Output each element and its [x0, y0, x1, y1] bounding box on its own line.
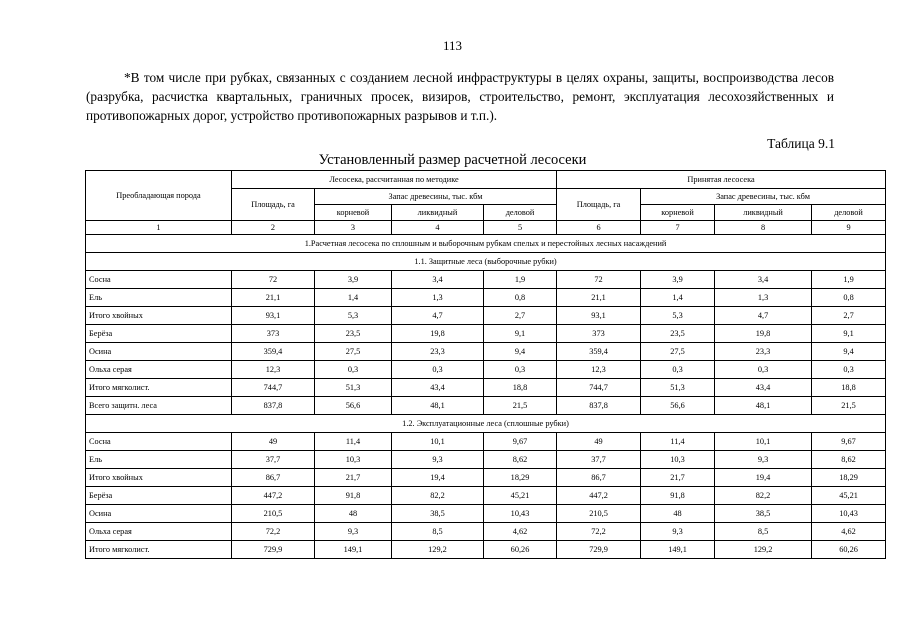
column-number: 4 [392, 221, 484, 235]
allowable-cut-table [85, 170, 886, 559]
row-value: 21,1 [557, 289, 641, 307]
header-root-accepted: корневой [641, 205, 715, 221]
row-value: 56,6 [641, 397, 715, 415]
table-row [86, 307, 886, 325]
table-row [86, 325, 886, 343]
column-number: 3 [315, 221, 392, 235]
row-species: Итого хвойных [86, 307, 232, 325]
row-species: Ольха серая [86, 523, 232, 541]
row-value: 18,8 [484, 379, 557, 397]
row-value: 359,4 [232, 343, 315, 361]
table-row [86, 505, 886, 523]
row-value: 0,8 [812, 289, 886, 307]
row-value: 447,2 [557, 487, 641, 505]
row-value: 27,5 [315, 343, 392, 361]
row-value: 18,29 [812, 469, 886, 487]
row-value: 2,7 [484, 307, 557, 325]
column-number: 8 [715, 221, 812, 235]
row-value: 5,3 [641, 307, 715, 325]
row-value: 744,7 [557, 379, 641, 397]
row-value: 38,5 [392, 505, 484, 523]
table-row [86, 469, 886, 487]
row-value: 8,5 [715, 523, 812, 541]
row-value: 21,7 [315, 469, 392, 487]
row-value: 129,2 [715, 541, 812, 559]
row-value: 27,5 [641, 343, 715, 361]
header-liquid-accepted: ликвидный [715, 205, 812, 221]
header-root: корневой [315, 205, 392, 221]
row-value: 9,3 [315, 523, 392, 541]
table-row [86, 523, 886, 541]
row-value: 0,8 [484, 289, 557, 307]
row-value: 149,1 [641, 541, 715, 559]
row-value: 45,21 [812, 487, 886, 505]
row-value: 48,1 [392, 397, 484, 415]
header-species: Преобладающая порода [86, 171, 232, 221]
row-value: 9,1 [484, 325, 557, 343]
table-title: Установленный размер расчетной лесосеки [318, 152, 587, 168]
row-species: Берёза [86, 325, 232, 343]
row-value: 1,3 [392, 289, 484, 307]
row-value: 9,67 [484, 433, 557, 451]
table-row [86, 343, 886, 361]
table-label: Таблица 9.1 [767, 136, 835, 151]
row-value: 4,7 [715, 307, 812, 325]
header-liquid: ликвидный [392, 205, 484, 221]
column-number: 1 [86, 221, 232, 235]
row-value: 0,3 [641, 361, 715, 379]
row-value: 11,4 [641, 433, 715, 451]
row-value: 10,3 [315, 451, 392, 469]
row-value: 837,8 [557, 397, 641, 415]
row-value: 373 [557, 325, 641, 343]
row-species: Итого мягколист. [86, 541, 232, 559]
row-value: 37,7 [557, 451, 641, 469]
table-row [86, 451, 886, 469]
row-value: 1,3 [715, 289, 812, 307]
row-value: 149,1 [315, 541, 392, 559]
row-value: 82,2 [392, 487, 484, 505]
header-area: Площадь, га [232, 189, 315, 221]
row-value: 56,6 [315, 397, 392, 415]
row-value: 210,5 [557, 505, 641, 523]
row-value: 4,7 [392, 307, 484, 325]
row-value: 8,62 [484, 451, 557, 469]
row-value: 10,3 [641, 451, 715, 469]
row-value: 11,4 [315, 433, 392, 451]
row-value: 10,1 [715, 433, 812, 451]
row-value: 1,9 [812, 271, 886, 289]
header-business: деловой [484, 205, 557, 221]
row-value: 72,2 [232, 523, 315, 541]
row-value: 38,5 [715, 505, 812, 523]
footnote-text: *В том числе при рубках, связанных с созданием лесной инфраструктуры в целях охраны, защиты, воспроизводства лесов (разрубка, расчистка квартальных, граничных просек, визиров, строительство, ремонт, эксплуатация лесохозяйственных и противопожарных дорог, устройство противопожарных разрывов и т.п.). [86, 70, 834, 123]
row-value: 51,3 [315, 379, 392, 397]
row-value: 21,7 [641, 469, 715, 487]
row-value: 49 [557, 433, 641, 451]
page-number: 113 [442, 38, 463, 53]
row-value: 19,4 [715, 469, 812, 487]
header-business-accepted: деловой [812, 205, 886, 221]
row-value: 72 [557, 271, 641, 289]
table-row [86, 397, 886, 415]
row-value: 72 [232, 271, 315, 289]
row-value: 1,4 [315, 289, 392, 307]
row-value: 91,8 [315, 487, 392, 505]
row-value: 37,7 [232, 451, 315, 469]
row-value: 49 [232, 433, 315, 451]
row-species: Ель [86, 451, 232, 469]
row-value: 45,21 [484, 487, 557, 505]
row-value: 9,3 [641, 523, 715, 541]
row-value: 8,5 [392, 523, 484, 541]
row-value: 60,26 [484, 541, 557, 559]
row-value: 93,1 [232, 307, 315, 325]
row-value: 0,3 [392, 361, 484, 379]
row-value: 9,3 [715, 451, 812, 469]
row-value: 447,2 [232, 487, 315, 505]
table-row [86, 271, 886, 289]
row-value: 18,29 [484, 469, 557, 487]
row-value: 9,4 [484, 343, 557, 361]
table-row [86, 289, 886, 307]
row-value: 23,5 [315, 325, 392, 343]
row-value: 48 [641, 505, 715, 523]
row-value: 9,67 [812, 433, 886, 451]
row-value: 18,8 [812, 379, 886, 397]
row-value: 10,1 [392, 433, 484, 451]
row-value: 86,7 [232, 469, 315, 487]
table-row [86, 433, 886, 451]
column-number: 7 [641, 221, 715, 235]
table-row [86, 541, 886, 559]
subsection-heading-exploitation: 1.2. Эксплуатационные леса (сплошные рубки) [86, 415, 886, 433]
header-area-accepted: Площадь, га [557, 189, 641, 221]
column-number: 2 [232, 221, 315, 235]
row-species: Берёза [86, 487, 232, 505]
row-value: 210,5 [232, 505, 315, 523]
table-row [86, 487, 886, 505]
row-value: 729,9 [232, 541, 315, 559]
table-row [86, 379, 886, 397]
row-species: Итого хвойных [86, 469, 232, 487]
row-value: 82,2 [715, 487, 812, 505]
row-value: 93,1 [557, 307, 641, 325]
row-value: 19,8 [715, 325, 812, 343]
row-value: 3,4 [715, 271, 812, 289]
row-value: 0,3 [484, 361, 557, 379]
row-value: 0,3 [715, 361, 812, 379]
row-value: 12,3 [232, 361, 315, 379]
footnote [86, 68, 834, 125]
row-species: Сосна [86, 433, 232, 451]
row-value: 837,8 [232, 397, 315, 415]
row-value: 72,2 [557, 523, 641, 541]
row-value: 21,5 [812, 397, 886, 415]
row-value: 19,4 [392, 469, 484, 487]
row-value: 23,5 [641, 325, 715, 343]
subsection-heading-protective: 1.1. Защитные леса (выборочные рубки) [86, 253, 886, 271]
row-value: 43,4 [392, 379, 484, 397]
header-group-method: Лесосека, рассчитанная по методике [232, 171, 557, 189]
column-number: 9 [812, 221, 886, 235]
row-value: 86,7 [557, 469, 641, 487]
row-species: Ольха серая [86, 361, 232, 379]
row-species: Ель [86, 289, 232, 307]
row-value: 9,3 [392, 451, 484, 469]
row-value: 10,43 [812, 505, 886, 523]
row-value: 3,9 [641, 271, 715, 289]
row-value: 91,8 [641, 487, 715, 505]
header-stock: Запас древесины, тыс. кбм [315, 189, 557, 205]
row-value: 2,7 [812, 307, 886, 325]
row-value: 744,7 [232, 379, 315, 397]
row-value: 729,9 [557, 541, 641, 559]
row-value: 60,26 [812, 541, 886, 559]
row-species: Осина [86, 505, 232, 523]
row-value: 8,62 [812, 451, 886, 469]
header-group-accepted: Принятая лесосека [557, 171, 886, 189]
row-value: 19,8 [392, 325, 484, 343]
row-value: 4,62 [484, 523, 557, 541]
row-value: 9,1 [812, 325, 886, 343]
row-species: Всего защитн. леса [86, 397, 232, 415]
row-value: 129,2 [392, 541, 484, 559]
row-value: 43,4 [715, 379, 812, 397]
row-value: 48,1 [715, 397, 812, 415]
row-value: 10,43 [484, 505, 557, 523]
row-value: 1,4 [641, 289, 715, 307]
row-value: 23,3 [392, 343, 484, 361]
row-species: Итого мягколист. [86, 379, 232, 397]
section-heading: 1.Расчетная лесосека по сплошным и выборочным рубкам спелых и перестойных лесных насаждений [86, 235, 886, 253]
column-number: 6 [557, 221, 641, 235]
row-value: 3,9 [315, 271, 392, 289]
row-value: 5,3 [315, 307, 392, 325]
header-stock-accepted: Запас древесины, тыс. кбм [641, 189, 886, 205]
row-value: 373 [232, 325, 315, 343]
row-value: 12,3 [557, 361, 641, 379]
row-value: 23,3 [715, 343, 812, 361]
column-numbers-row [86, 221, 886, 235]
row-value: 0,3 [315, 361, 392, 379]
table-row [86, 361, 886, 379]
row-value: 359,4 [557, 343, 641, 361]
column-number: 5 [484, 221, 557, 235]
row-value: 0,3 [812, 361, 886, 379]
row-species: Осина [86, 343, 232, 361]
row-value: 3,4 [392, 271, 484, 289]
row-value: 51,3 [641, 379, 715, 397]
row-species: Сосна [86, 271, 232, 289]
row-value: 1,9 [484, 271, 557, 289]
row-value: 48 [315, 505, 392, 523]
row-value: 21,1 [232, 289, 315, 307]
row-value: 21,5 [484, 397, 557, 415]
row-value: 9,4 [812, 343, 886, 361]
row-value: 4,62 [812, 523, 886, 541]
